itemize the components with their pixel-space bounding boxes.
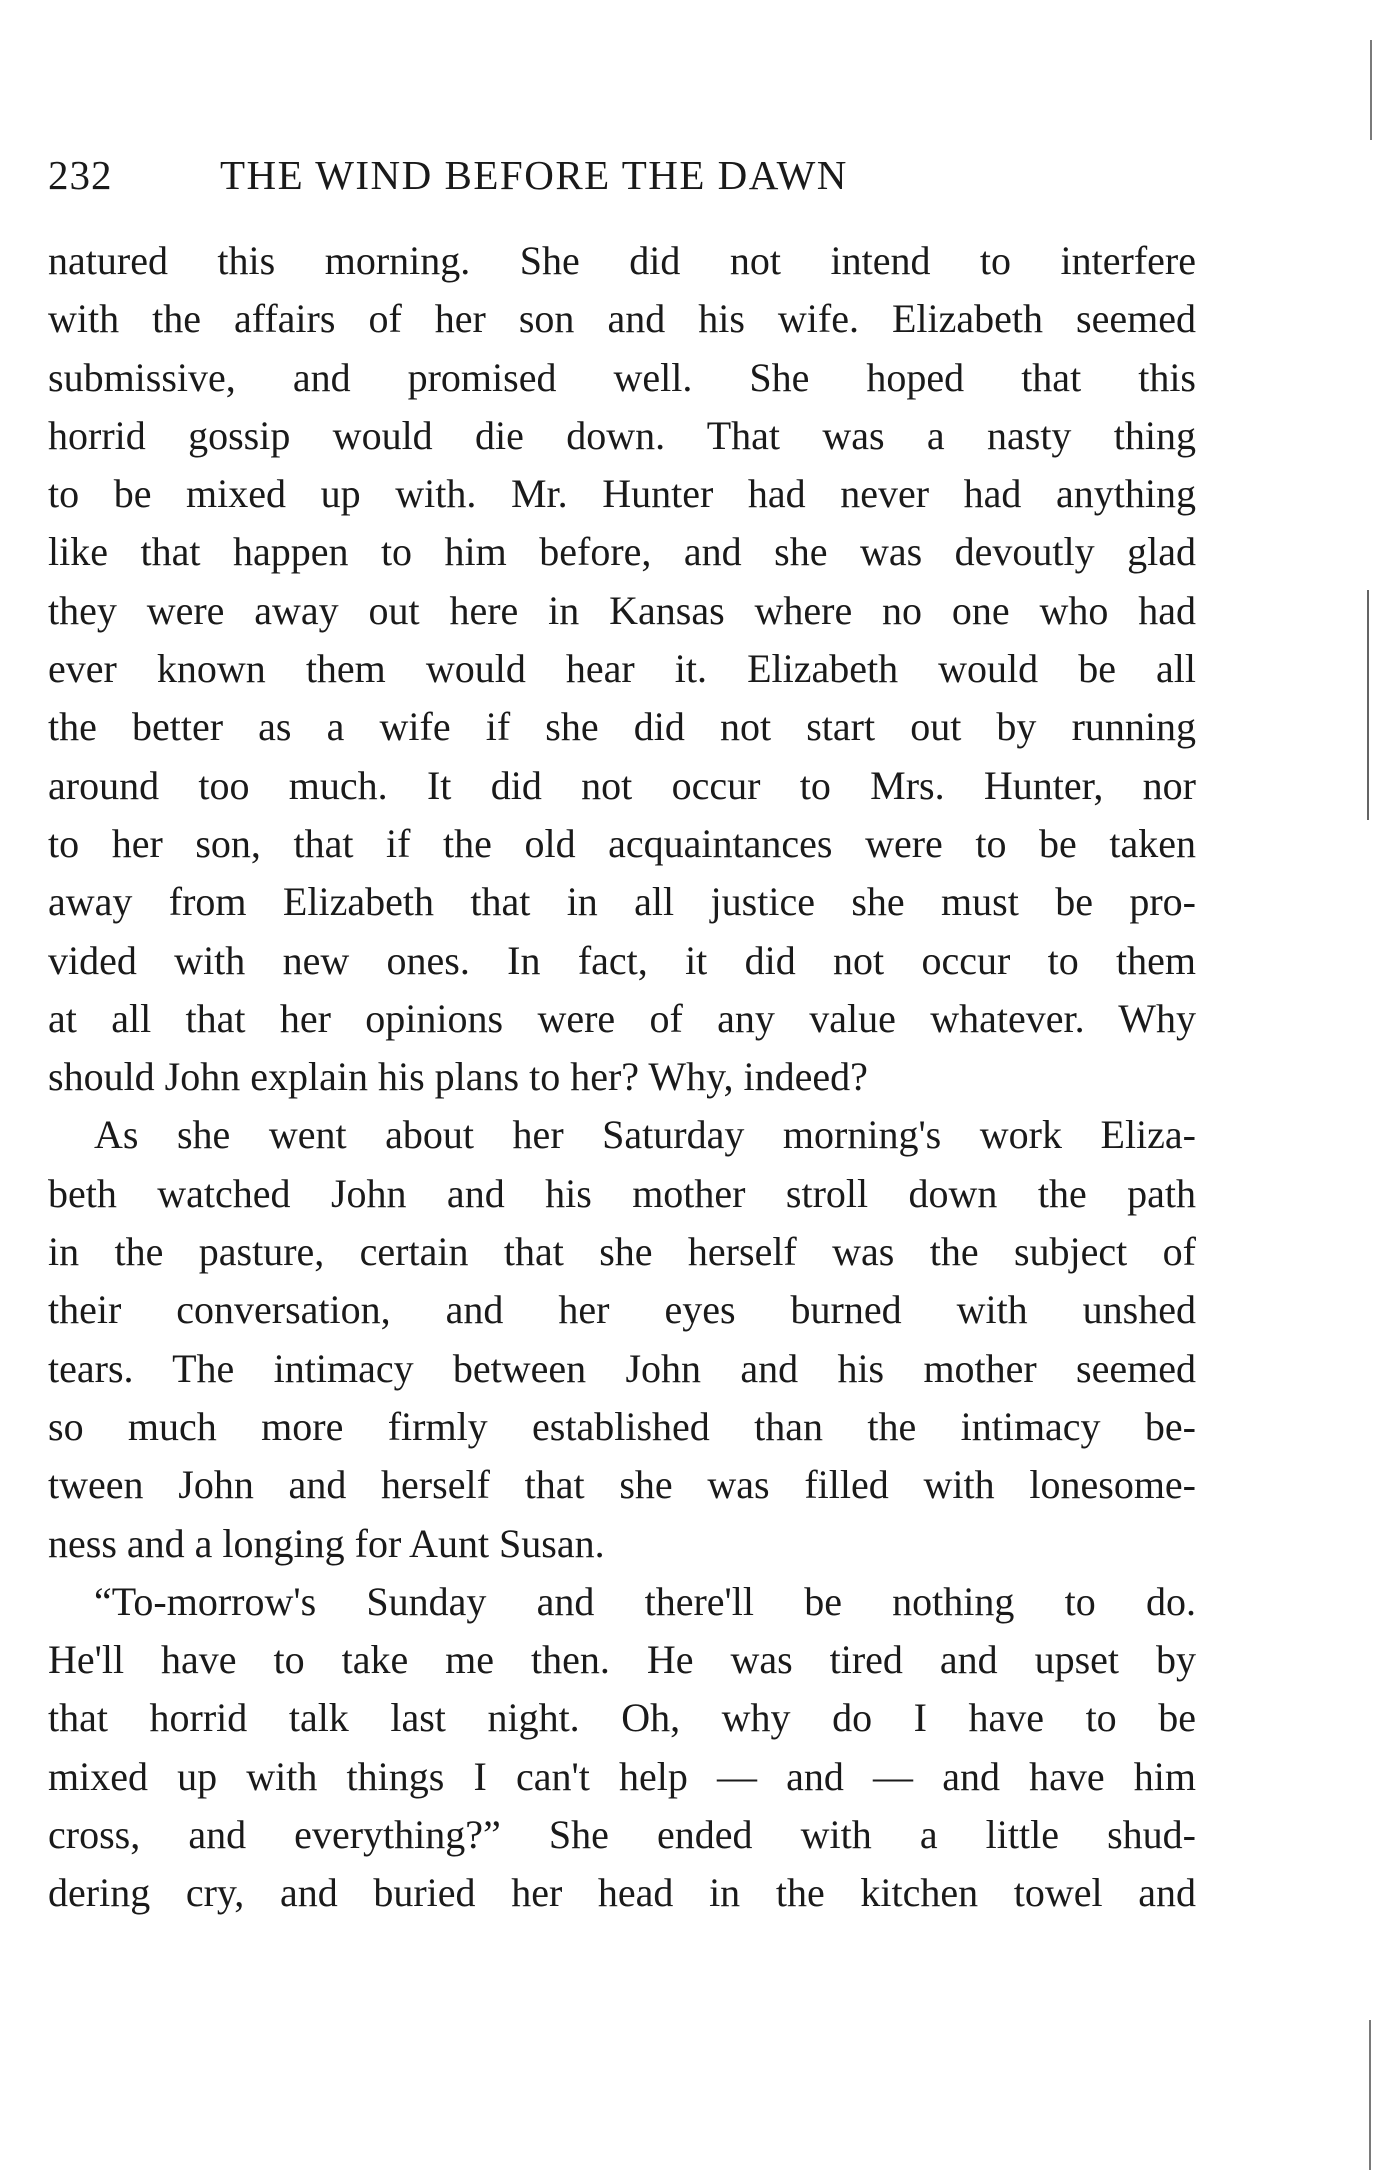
text-line: that horrid talk last night. Oh, why do I have to be — [48, 1695, 1196, 1741]
text-line: in the pasture, certain that she herself was the subject of — [48, 1229, 1196, 1275]
text-line: dering cry, and buried her head in the kitchen towel and — [48, 1870, 1196, 1916]
paragraph-first-line: “To-morrow's Sunday and there'll be nothing to do. — [94, 1578, 1196, 1624]
text-line: they were away out here in Kansas where no one who had — [48, 587, 1196, 633]
text-line: cross, and everything?” She ended with a little shud- — [48, 1812, 1196, 1858]
text-line: the better as a wife if she did not start out by running — [48, 704, 1196, 750]
text-line: ness and a longing for Aunt Susan. — [48, 1520, 605, 1566]
paragraph-first-line: As she went about her Saturday morning's work Eliza- — [94, 1112, 1196, 1158]
text-line: to her son, that if the old acquaintances were to be taken — [48, 820, 1196, 866]
text-line: with the affairs of her son and his wife. Elizabeth seemed — [48, 296, 1196, 342]
page-number: 232 — [48, 152, 113, 198]
text-line: He'll have to take me then. He was tired and upset by — [48, 1637, 1196, 1683]
scan-artifact — [1369, 2020, 1371, 2170]
scan-artifact — [1367, 590, 1369, 820]
running-head — [48, 150, 1196, 200]
text-line: natured this morning. She did not intend to interfere — [48, 238, 1196, 283]
text-line: vided with new ones. In fact, it did not occur to them — [48, 937, 1196, 983]
text-line: beth watched John and his mother stroll down the path — [48, 1170, 1196, 1216]
text-line: tween John and herself that she was filled with lonesome- — [48, 1462, 1196, 1508]
text-line: should John explain his plans to her? Why, indeed? — [48, 1054, 868, 1100]
text-line: away from Elizabeth that in all justice she must be pro- — [48, 879, 1196, 925]
text-line: tears. The intimacy between John and his mother seemed — [48, 1345, 1196, 1391]
text-line: around too much. It did not occur to Mrs. Hunter, nor — [48, 762, 1196, 808]
text-line: ever known them would hear it. Elizabeth would be all — [48, 646, 1196, 692]
text-line: at all that her opinions were of any value whatever. Why — [48, 995, 1196, 1041]
text-line: so much more firmly established than the intimacy be- — [48, 1403, 1196, 1449]
text-line: mixed up with things I can't help — and — and have him — [48, 1753, 1196, 1799]
text-line: horrid gossip would die down. That was a nasty thing — [48, 412, 1196, 458]
text-line: to be mixed up with. Mr. Hunter had never had anything — [48, 471, 1196, 517]
scan-artifact — [1370, 40, 1372, 140]
body-text — [48, 232, 1196, 1923]
text-line: their conversation, and her eyes burned with unshed — [48, 1287, 1196, 1333]
text-line: submissive, and promised well. She hoped that this — [48, 354, 1196, 400]
running-title: THE WIND BEFORE THE DAWN — [220, 152, 848, 198]
text-line: like that happen to him before, and she was devoutly glad — [48, 529, 1196, 575]
